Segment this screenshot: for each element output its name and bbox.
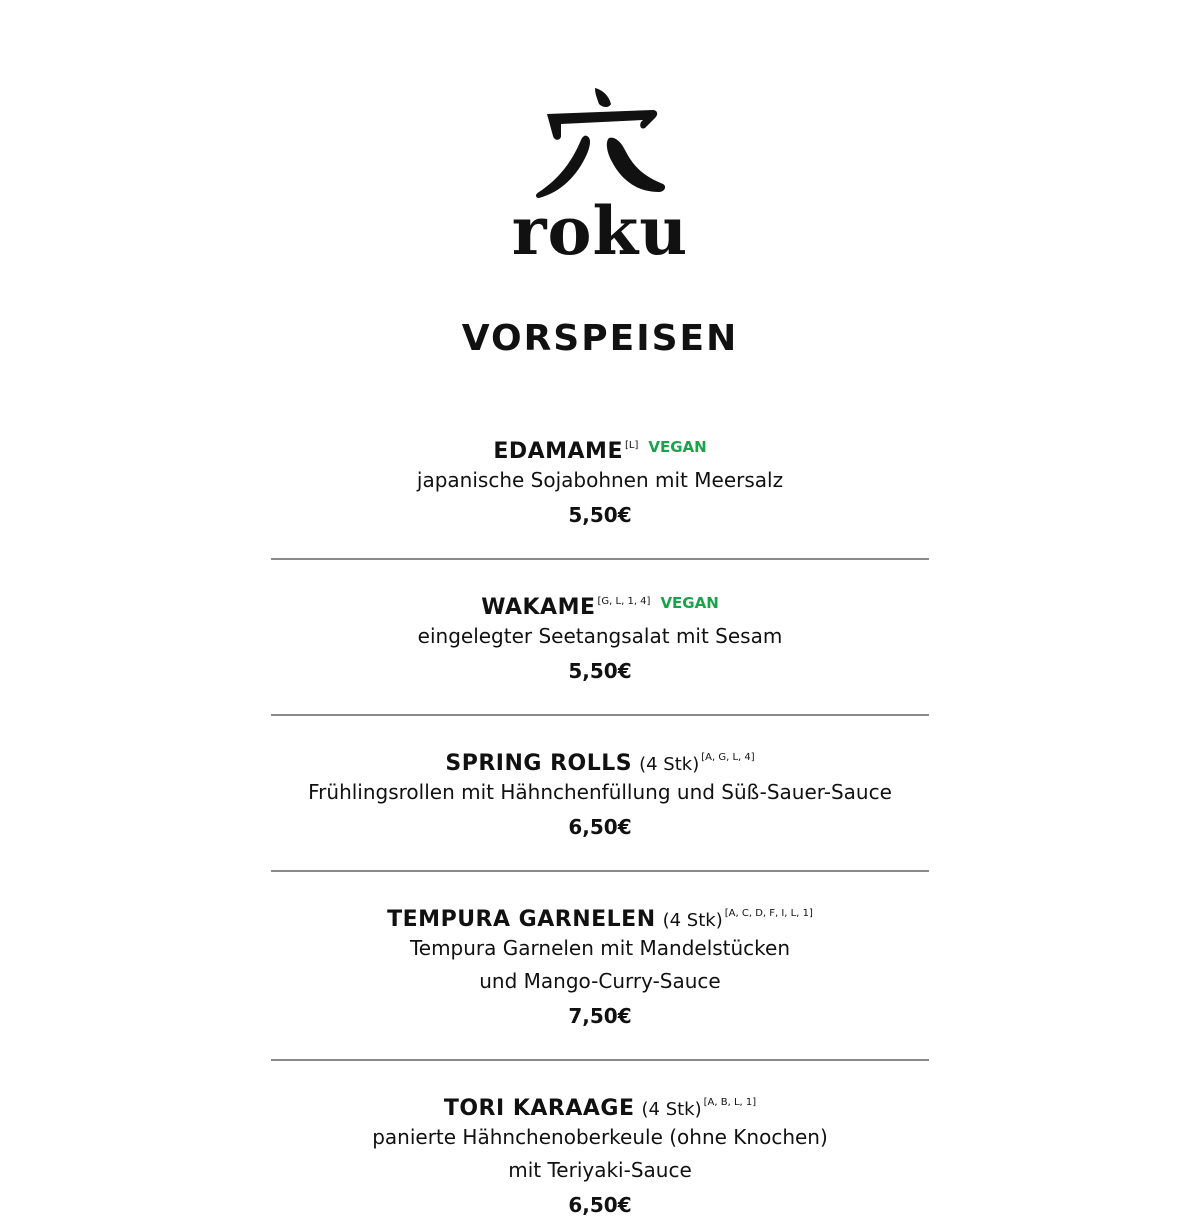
menu-item-edamame	[0, 428, 1200, 532]
vegan-badge: VEGAN	[648, 438, 707, 456]
item-name: EDAMAME	[493, 439, 623, 464]
item-quantity: (4 Stk)	[639, 754, 700, 775]
item-name: SPRING ROLLS	[445, 751, 633, 776]
item-name: WAKAME	[481, 595, 596, 620]
logo-wordmark: roku	[511, 192, 689, 270]
item-description-line-2: mit Teriyaki-Sauce	[508, 1158, 692, 1182]
divider	[271, 1059, 929, 1061]
kanji-logo-icon	[525, 80, 675, 210]
item-quantity: (4 Stk)	[662, 910, 723, 931]
item-description-line-2: und Mango-Curry-Sauce	[479, 969, 721, 993]
item-description: Frühlingsrollen mit Hähnchenfüllung und Süß-Sauer-Sauce	[308, 780, 892, 804]
menu-item-wakame	[0, 584, 1200, 688]
menu-item-tori-karaage	[0, 1085, 1200, 1222]
item-description-line-1: Tempura Garnelen mit Mandelstücken	[409, 936, 791, 960]
section-title: VORSPEISEN	[461, 318, 739, 359]
item-price: 6,50€	[568, 815, 632, 839]
item-quantity: (4 Stk)	[641, 1099, 702, 1120]
divider	[271, 870, 929, 872]
item-price: 5,50€	[568, 503, 632, 527]
item-allergens: [A, G, L, 4]	[701, 752, 755, 763]
item-allergens: [A, B, L, 1]	[703, 1097, 757, 1108]
item-price: 7,50€	[568, 1004, 632, 1028]
item-allergens: [G, L, 1, 4]	[597, 596, 651, 607]
divider	[271, 714, 929, 716]
item-price: 6,50€	[568, 1193, 632, 1217]
menu-item-list	[0, 428, 1200, 1222]
menu-item-spring-rolls	[0, 740, 1200, 844]
divider	[271, 558, 929, 560]
item-name: TEMPURA GARNELEN	[387, 907, 656, 932]
item-allergens: [L]	[624, 440, 639, 451]
item-allergens: [A, C, D, F, I, L, 1]	[724, 908, 813, 919]
item-price: 5,50€	[568, 659, 632, 683]
item-description-line-1: panierte Hähnchenoberkeule (ohne Knochen)	[372, 1125, 828, 1149]
item-description: eingelegter Seetangsalat mit Sesam	[417, 624, 783, 648]
menu-item-tempura-garnelen	[0, 896, 1200, 1033]
item-description: japanische Sojabohnen mit Meersalz	[416, 468, 784, 492]
item-name: TORI KARAAGE	[443, 1096, 635, 1121]
restaurant-logo	[0, 80, 1200, 270]
vegan-badge: VEGAN	[660, 594, 719, 612]
